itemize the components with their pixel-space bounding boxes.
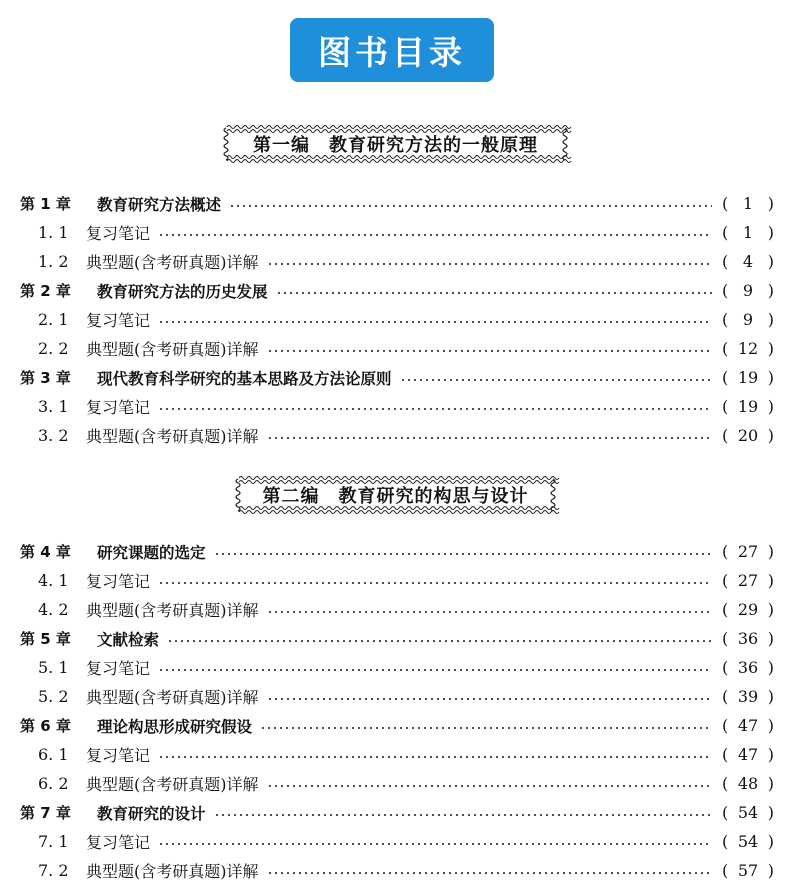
toc-section-row[interactable] — [0, 392, 790, 421]
dot-leader — [214, 814, 712, 816]
page-value: 48 — [737, 774, 759, 793]
toc-chapter-row[interactable] — [0, 798, 790, 827]
paren-open: ( — [722, 687, 729, 706]
paren-close: ) — [767, 223, 774, 242]
page-value: 27 — [737, 542, 759, 561]
dot-leader — [158, 234, 712, 236]
toc-section-row[interactable] — [0, 566, 790, 595]
entry-number: 1. 1 — [38, 223, 69, 242]
page-value: 36 — [737, 658, 759, 677]
paren-open: ( — [722, 368, 729, 387]
entry-number: 第 2 章 — [20, 282, 71, 300]
page-value: 27 — [737, 571, 759, 590]
page-number — [722, 600, 774, 619]
entry-number: 3. 2 — [38, 426, 69, 445]
paren-close: ) — [767, 426, 774, 445]
entry-number: 第 3 章 — [20, 369, 71, 387]
page-number — [722, 861, 774, 880]
page-value: 1 — [742, 223, 754, 242]
dot-leader — [276, 292, 712, 294]
paren-close: ) — [767, 716, 774, 735]
entry-number: 7. 2 — [38, 861, 69, 880]
entry-title: 复习笔记 — [86, 398, 151, 417]
paren-open: ( — [722, 832, 729, 851]
page-value: 29 — [737, 600, 759, 619]
paren-open: ( — [722, 281, 729, 300]
toc-section-row[interactable] — [0, 421, 790, 450]
paren-close: ) — [767, 281, 774, 300]
page-number — [722, 542, 774, 561]
entry-number: 2. 1 — [38, 310, 69, 329]
paren-open: ( — [722, 600, 729, 619]
paren-close: ) — [767, 368, 774, 387]
entry-title: 教育研究方法概述 — [97, 195, 222, 214]
part-title: 第一编 教育研究方法的一般原理 — [253, 135, 538, 156]
entry-number: 5. 1 — [38, 658, 69, 677]
paren-open: ( — [722, 803, 729, 822]
dot-leader — [267, 872, 712, 874]
dot-leader — [158, 756, 712, 758]
entry-title: 复习笔记 — [86, 659, 151, 678]
page-value: 19 — [737, 397, 759, 416]
entry-title: 研究课题的选定 — [97, 543, 206, 562]
dot-leader — [167, 640, 712, 642]
toc-chapter-row[interactable] — [0, 537, 790, 566]
dot-leader — [214, 553, 712, 555]
page-number — [722, 339, 774, 358]
entry-number: 第 5 章 — [20, 630, 71, 648]
page-value: 36 — [737, 629, 759, 648]
paren-open: ( — [722, 716, 729, 735]
paren-open: ( — [722, 310, 729, 329]
toc-section-row[interactable] — [0, 595, 790, 624]
dot-leader — [260, 727, 712, 729]
entry-title: 典型题(含考研真题)详解 — [86, 688, 259, 707]
entry-number: 第 7 章 — [20, 804, 71, 822]
page-number — [722, 629, 774, 648]
paren-open: ( — [722, 194, 729, 213]
page-value: 9 — [742, 281, 754, 300]
page-number — [722, 774, 774, 793]
toc-section-row[interactable] — [0, 653, 790, 682]
entry-number: 4. 1 — [38, 571, 69, 590]
dot-leader — [158, 408, 712, 410]
toc-chapter-row[interactable] — [0, 363, 790, 392]
toc-chapter-row[interactable] — [0, 711, 790, 740]
entry-number: 第 1 章 — [20, 195, 71, 213]
page-value: 19 — [737, 368, 759, 387]
toc-section-row[interactable] — [0, 305, 790, 334]
entry-title: 典型题(含考研真题)详解 — [86, 601, 259, 620]
paren-open: ( — [722, 223, 729, 242]
page-value: 4 — [742, 252, 754, 271]
paren-open: ( — [722, 658, 729, 677]
page-value: 12 — [737, 339, 759, 358]
entry-title: 典型题(含考研真题)详解 — [86, 775, 259, 794]
entry-number: 4. 2 — [38, 600, 69, 619]
page-number — [722, 426, 774, 445]
page-number — [722, 194, 774, 213]
page-number — [722, 687, 774, 706]
toc-section-row[interactable] — [0, 740, 790, 769]
page-number — [722, 716, 774, 735]
toc-section-row[interactable] — [0, 682, 790, 711]
entry-title: 典型题(含考研真题)详解 — [86, 340, 259, 359]
paren-open: ( — [722, 774, 729, 793]
dot-leader — [229, 205, 712, 207]
page-value: 20 — [737, 426, 759, 445]
page-number — [722, 803, 774, 822]
paren-open: ( — [722, 542, 729, 561]
toc-chapter-row[interactable] — [0, 624, 790, 653]
paren-close: ) — [767, 687, 774, 706]
dot-leader — [267, 263, 712, 265]
toc-chapter-row[interactable] — [0, 189, 790, 218]
page-number — [722, 310, 774, 329]
toc-section-row[interactable] — [0, 218, 790, 247]
toc-section-row[interactable] — [0, 769, 790, 798]
entry-title: 复习笔记 — [86, 224, 151, 243]
paren-open: ( — [722, 629, 729, 648]
dot-leader — [267, 611, 712, 613]
page-value: 54 — [737, 832, 759, 851]
entry-number: 第 6 章 — [20, 717, 71, 735]
entry-number: 3. 1 — [38, 397, 69, 416]
page-value: 57 — [737, 861, 759, 880]
paren-close: ) — [767, 542, 774, 561]
paren-close: ) — [767, 629, 774, 648]
page-number — [722, 368, 774, 387]
entry-title: 教育研究方法的历史发展 — [97, 282, 268, 301]
page-value: 1 — [742, 194, 754, 213]
part-heading — [229, 473, 562, 517]
entry-title: 复习笔记 — [86, 833, 151, 852]
toc-section-row[interactable] — [0, 856, 790, 885]
dot-leader — [158, 321, 712, 323]
page-value: 47 — [737, 745, 759, 764]
entry-title: 文献检索 — [97, 630, 160, 649]
dot-leader — [158, 582, 712, 584]
paren-open: ( — [722, 745, 729, 764]
dot-leader — [400, 379, 712, 381]
dot-leader — [267, 785, 712, 787]
page-number — [722, 281, 774, 300]
paren-open: ( — [722, 397, 729, 416]
part-title: 第二编 教育研究的构思与设计 — [262, 486, 529, 507]
page-number — [722, 397, 774, 416]
paren-open: ( — [722, 426, 729, 445]
paren-close: ) — [767, 774, 774, 793]
dot-leader — [158, 669, 712, 671]
entry-title: 典型题(含考研真题)详解 — [86, 427, 259, 446]
page-value: 54 — [737, 803, 759, 822]
page-value: 47 — [737, 716, 759, 735]
paren-close: ) — [767, 745, 774, 764]
dot-leader — [158, 843, 712, 845]
paren-close: ) — [767, 194, 774, 213]
entry-title: 典型题(含考研真题)详解 — [86, 253, 259, 272]
page-number — [722, 252, 774, 271]
entry-number: 6. 2 — [38, 774, 69, 793]
entry-number: 1. 2 — [38, 252, 69, 271]
paren-open: ( — [722, 252, 729, 271]
entry-number: 6. 1 — [38, 745, 69, 764]
paren-close: ) — [767, 803, 774, 822]
paren-open: ( — [722, 571, 729, 590]
toc-title-banner — [290, 18, 494, 82]
page-number — [722, 745, 774, 764]
paren-close: ) — [767, 397, 774, 416]
entry-number: 第 4 章 — [20, 543, 71, 561]
dot-leader — [267, 437, 712, 439]
page-number — [722, 832, 774, 851]
paren-close: ) — [767, 861, 774, 880]
entry-title: 典型题(含考研真题)详解 — [86, 862, 259, 881]
entry-title: 理论构思形成研究假设 — [97, 717, 253, 736]
toc-title: 图书目录 — [318, 32, 466, 72]
dot-leader — [267, 698, 712, 700]
page-value: 9 — [742, 310, 754, 329]
paren-close: ) — [767, 310, 774, 329]
paren-close: ) — [767, 832, 774, 851]
page-number — [722, 223, 774, 242]
page-value: 39 — [737, 687, 759, 706]
entry-title: 复习笔记 — [86, 572, 151, 591]
toc-section-row[interactable] — [0, 247, 790, 276]
entry-number: 7. 1 — [38, 832, 69, 851]
toc-section-row[interactable] — [0, 334, 790, 363]
page-number — [722, 571, 774, 590]
entry-title: 复习笔记 — [86, 746, 151, 765]
dot-leader — [267, 350, 712, 352]
toc-section-row[interactable] — [0, 827, 790, 856]
entry-title: 现代教育科学研究的基本思路及方法论原则 — [97, 369, 392, 388]
paren-close: ) — [767, 571, 774, 590]
paren-open: ( — [722, 861, 729, 880]
paren-close: ) — [767, 252, 774, 271]
entry-title: 教育研究的设计 — [97, 804, 206, 823]
page-number — [722, 658, 774, 677]
toc-chapter-row[interactable] — [0, 276, 790, 305]
entry-number: 2. 2 — [38, 339, 69, 358]
paren-close: ) — [767, 658, 774, 677]
paren-close: ) — [767, 339, 774, 358]
entry-title: 复习笔记 — [86, 311, 151, 330]
paren-open: ( — [722, 339, 729, 358]
entry-number: 5. 2 — [38, 687, 69, 706]
part-heading — [217, 122, 574, 166]
paren-close: ) — [767, 600, 774, 619]
